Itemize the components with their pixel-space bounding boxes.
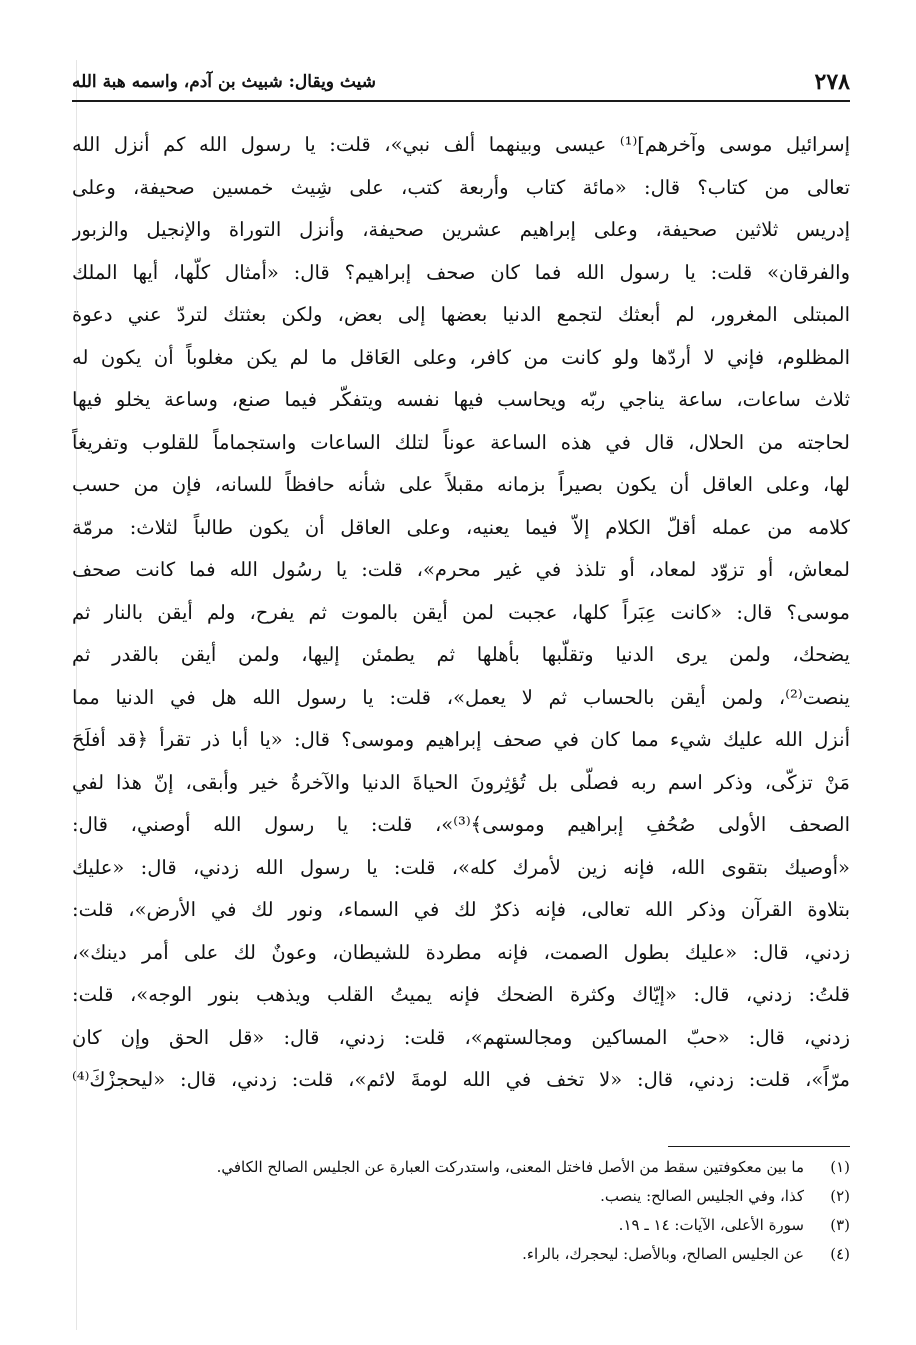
text-line: ثلاث ساعات، ساعة يناجي ربّه ويحاسب فيها نفسه ويتفكّر فيما صنع، وساعة يخلو فيها bbox=[72, 388, 850, 411]
text-line: المظلوم، فإني لا أردّها ولو كانت من كافر، وعلى العَاقل ما لم يكن مغلوباً أن يكون له bbox=[72, 345, 850, 369]
text-line: تعالى من كتاب؟ قال: «مائة كتاب وأربعة كتب، على شِيث خمسين صحيفة، وعلى bbox=[72, 175, 850, 199]
text-line: مرّاً»، قلت: زدني، قال: «لا تخف في الله لومةَ لائم»، قلت: زدني، قال: «ليحجزْكَ⁽⁴⁾ bbox=[72, 1068, 850, 1091]
footnote bbox=[90, 1182, 850, 1211]
text-line: أنزل الله عليك شيء مما كان في صحف إبراهيم وموسى؟ قال: «يا أبا ذر تقرأ ﴿قد أفلَحَ bbox=[72, 728, 850, 751]
footnote-number: (٣) bbox=[830, 1216, 850, 1234]
text-line: مَنْ تزكّى، وذكر اسم ربه فصلّى بل تُؤثِرونَ الحياةَ الدنيا والآخرةُ خير وأبقى، إنّ هذا لفي bbox=[72, 770, 850, 794]
text-line: موسى؟ قال: «كانت عِبَراً كلها، عجبت لمن أيقن بالموت ثم يفرح، ولم أيقن بالنار ثم bbox=[72, 600, 850, 624]
footnote-text: عن الجليس الصالح، وبالأصل: ليحجرك، بالراء. bbox=[522, 1245, 804, 1263]
text-line: ينصت⁽²⁾، ولمن أيقن بالحساب ثم لا يعمل»، قلت: يا رسول الله هل في الدنيا مما bbox=[72, 685, 850, 709]
header-rule bbox=[72, 100, 850, 102]
text-line: لها، وعلى العاقل أن يكون بصيراً بزمانه مقبلاً على شأنه حافظاً للسانه، فإن من حسب bbox=[72, 473, 850, 496]
text-line: بتلاوة القرآن وذكر الله تعالى، فإنه ذكرٌ لك في السماء، ونور لك في الأرض»، قلت: bbox=[72, 898, 850, 921]
footnote-number: (٤) bbox=[830, 1245, 850, 1263]
text-line: إسرائيل موسى وآخرهم]⁽¹⁾ عيسى وبينهما ألف نبي»، قلت: يا رسول الله كم أنزل الله bbox=[72, 133, 850, 156]
text-line: إدريس ثلاثين صحيفة، وعلى إبراهيم عشرين صحيفة، وأنزل التوراة والإنجيل والزبور bbox=[72, 218, 850, 241]
footnote bbox=[90, 1153, 850, 1182]
running-title: شيث ويقال: شبيث بن آدم، واسمه هبة الله bbox=[72, 72, 376, 92]
page-number: ٢٧٨ bbox=[814, 69, 850, 95]
text-line: لمعاش، أو تزوّد لمعاد، أو تلذذ في غير محرم»، قلت: يا رسُول الله فما كانت صحف bbox=[72, 558, 850, 581]
text-line: قلتُ: زدني، قال: «إيّاك وكثرة الضحك فإنه يميتُ القلب ويذهب بنور الوجه»، قلت: bbox=[72, 983, 850, 1006]
footnote-text: ما بين معكوفتين سقط من الأصل فاختل المعنى، واستدركت العبارة عن الجليس الصالح الكافي. bbox=[216, 1158, 804, 1176]
text-line: كلامه من عمله أقلّ الكلام إلاّ فيما يعنيه، وعلى العاقل أن يكون طالباً لثلاث: مرمّة bbox=[72, 515, 850, 539]
footnotes bbox=[90, 1153, 850, 1269]
footnote-number: (٢) bbox=[830, 1187, 850, 1205]
footnote-text: سورة الأعلى، الآيات: ١٤ ـ ١٩. bbox=[618, 1216, 804, 1234]
footnote bbox=[90, 1211, 850, 1240]
text-line: لحاجته من الحلال، قال في هذه الساعة عوناً لتلك الساعات واستجماماً للقلوب وتفريغاً bbox=[72, 430, 850, 454]
footnote bbox=[90, 1240, 850, 1269]
footnote-number: (١) bbox=[830, 1158, 850, 1176]
text-line: «أوصيك بتقوى الله، فإنه زين لأمرك كله»، قلت: يا رسول الله زدني، قال: «عليك bbox=[72, 855, 850, 879]
page-header bbox=[72, 66, 850, 98]
text-line: والفرقان» قلت: يا رسول الله فما كان صحف إبراهيم؟ قال: «أمثال كلّها، أيها الملك bbox=[72, 260, 850, 284]
main-text bbox=[72, 124, 850, 1102]
text-line: الصحف الأولى صُحُفِ إبراهيم وموسى﴾⁽³⁾»، قلت: يا رسول الله أوصني، قال: bbox=[72, 813, 850, 836]
footnote-text: كذا، وفي الجليس الصالح: ينصب. bbox=[600, 1187, 804, 1205]
footnote-separator bbox=[668, 1146, 850, 1147]
text-line: زدني، قال: «عليك بطول الصمت، فإنه مطردة للشيطان، وعونٌ لك على أمر دينك»، bbox=[72, 940, 850, 964]
text-line: يضحك، ولمن يرى الدنيا وتقلّبها بأهلها ثم يطمئن إليها، ولمن أيقن بالقدر ثم bbox=[72, 643, 850, 666]
text-line: زدني، قال: «حبّ المساكين ومجالستهم»، قلت: زدني، قال: «قل الحق وإن كان bbox=[72, 1025, 850, 1049]
text-line: المبتلى المغرور، لم أبعثك لتجمع الدنيا بعضها إلى بعض، ولكن بعثتك لتردّ عني دعوة bbox=[72, 303, 850, 326]
